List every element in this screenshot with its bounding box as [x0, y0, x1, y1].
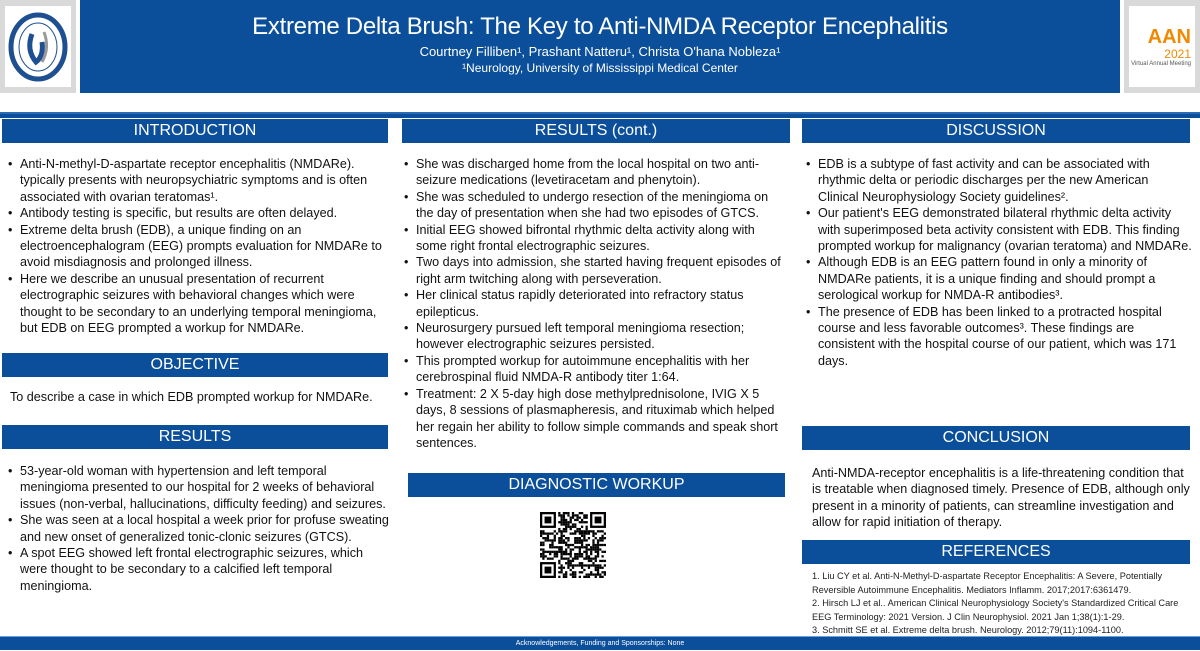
results-heading: RESULTS — [2, 425, 388, 449]
bullet-item: • The presence of EDB has been linked to a protracted hospital course and less favorable outcomes³. These findings are consistent with the hospital course of our patient, which was 171 days. — [804, 304, 1192, 370]
reference-item: 3. Schmitt SE et al. Extreme delta brush. Neurology. 2012;79(11):1094-1100. — [812, 625, 1124, 635]
footer: Acknowledgements, Funding and Sponsorships: None — [0, 636, 1200, 650]
divider — [0, 112, 1200, 118]
discussion-heading: DISCUSSION — [802, 119, 1190, 143]
objective-text: To describe a case in which EDB prompted workup for NMDARe. — [10, 390, 373, 404]
bullet-item: • Her clinical status rapidly deteriorated into refractory status epilepticus. — [402, 287, 788, 320]
reference-item: 1. Liu CY et al. Anti-N-Methyl-D-aspartate Receptor Encephalitis: A Severe, Potentially Reversible Autoimmune Encephalitis. Mediators Inflamm. 2017;2017:6361479. — [812, 571, 1163, 595]
university-logo — [0, 0, 76, 93]
poster-title: Extreme Delta Brush: The Key to Anti-NMDA Receptor Encephalitis — [252, 13, 948, 40]
references-heading: REFERENCES — [802, 540, 1190, 564]
bullet-item: • Two days into admission, she started having frequent episodes of right arm twitching along with perseveration. — [402, 254, 788, 287]
bullet-item: • She was discharged home from the local hospital on two anti-seizure medications (levetiracetam and phenytoin). — [402, 156, 788, 189]
bullet-item: • Our patient's EEG demonstrated bilateral rhythmic delta activity with superimposed beta activity consistent with EDB. This finding prompted workup for malignancy (ovarian teratoma) and NMDARe. — [804, 205, 1192, 254]
bullet-item: • Treatment: 2 X 5-day high dose methylprednisolone, IVIG X 5 days, 8 sessions of plasmapheresis, and rituximab which helped her regain her ability to follow simple commands and speak short sentences. — [402, 386, 788, 452]
authors: Courtney Filliben¹, Prashant Natteru¹, Christa O'hana Nobleza¹ — [419, 44, 781, 59]
bullet-item: • Antibody testing is specific, but results are often delayed. — [6, 205, 390, 221]
results-cont-body — [402, 156, 788, 451]
bullet-item: • She was scheduled to undergo resection of the meningioma on the day of presentation when she had two episodes of GTCS. — [402, 189, 788, 222]
aan-logo-text: AAN — [1147, 25, 1191, 48]
objective-heading: OBJECTIVE — [2, 353, 388, 377]
reference-item: 2. Hirsch LJ et al.. American Clinical Neurophysiology Society's Standardized Critical Care EEG Terminology: 2021 Version. J Clin Neurophysiol. 2021 Jan 1;38(1):1-29. — [812, 598, 1179, 622]
introduction-heading: INTRODUCTION — [2, 119, 388, 143]
introduction-body — [6, 156, 390, 336]
results-cont-heading: RESULTS (cont.) — [402, 119, 790, 143]
aan-logo — [1124, 0, 1200, 93]
bullet-item: • A spot EEG showed left frontal electrographic seizures, which were thought to be secondary to a calcified left temporal meningioma. — [6, 545, 390, 594]
bullet-item: • Extreme delta brush (EDB), a unique finding on an electroencephalogram (EEG) prompts evaluation for NMDARe to avoid misdiagnosis and prolonged illness. — [6, 222, 390, 271]
bullet-item: • This prompted workup for autoimmune encephalitis with her cerebrospinal fluid NMDA-R antibody titer 1:64. — [402, 353, 788, 386]
bullet-item: • Initial EEG showed bifrontal rhythmic delta activity along with some right frontal electrographic seizures. — [402, 222, 788, 255]
bullet-item: • Although EDB is an EEG pattern found in only a minority of NMDARe patients, it is a unique finding and should prompt a serological workup for NMDA-R antibodies³. — [804, 254, 1192, 303]
references-list — [812, 570, 1197, 638]
conclusion-text: Anti-NMDA-receptor encephalitis is a life-threatening condition that is treatable when diagnosed timely. Presence of EDB, although only present in a minority of patients, can streamline investigation and allow for rapid initiation of therapy. — [812, 466, 1190, 530]
bullet-item: • 53-year-old woman with hypertension and left temporal meningioma presented to our hospital for 2 weeks of behavioral issues (non-verbal, hallucinations, difficulty feeding) and seizures. — [6, 463, 390, 512]
affiliation: ¹Neurology, University of Mississippi Medical Center — [462, 61, 738, 75]
results-body — [6, 463, 390, 594]
poster-header — [80, 0, 1120, 93]
conclusion-heading: CONCLUSION — [802, 426, 1190, 450]
bullet-item: • Neurosurgery pursued left temporal meningioma resection; however electrographic seizures persisted. — [402, 320, 788, 353]
bullet-item: • She was seen at a local hospital a week prior for profuse sweating and new onset of generalized tonic-clonic seizures (GTCS). — [6, 512, 390, 545]
bullet-item: • Here we describe an unusual presentation of recurrent electrographic seizures with behavioral changes which were thought to be secondary to an underlying temporal meningioma, but EDB on EEG prompted a workup for NMDARe. — [6, 271, 390, 337]
aan-logo-year: 2021 — [1164, 46, 1191, 61]
aan-logo-sub: Virtual Annual Meeting — [1131, 60, 1191, 67]
bullet-item: • EDB is a subtype of fast activity and can be associated with rhythmic delta or periodic discharges per the new American Clinical Neurophysiology Society guidelines². — [804, 156, 1192, 205]
bullet-item: • Anti-N-methyl-D-aspartate receptor encephalitis (NMDARe). typically presents with neuropsychiatric symptoms and is often associated with ovarian teratomas¹. — [6, 156, 390, 205]
qr-code[interactable] — [540, 512, 606, 578]
discussion-body — [804, 156, 1192, 369]
diagnostic-workup-heading: DIAGNOSTIC WORKUP — [408, 473, 785, 497]
